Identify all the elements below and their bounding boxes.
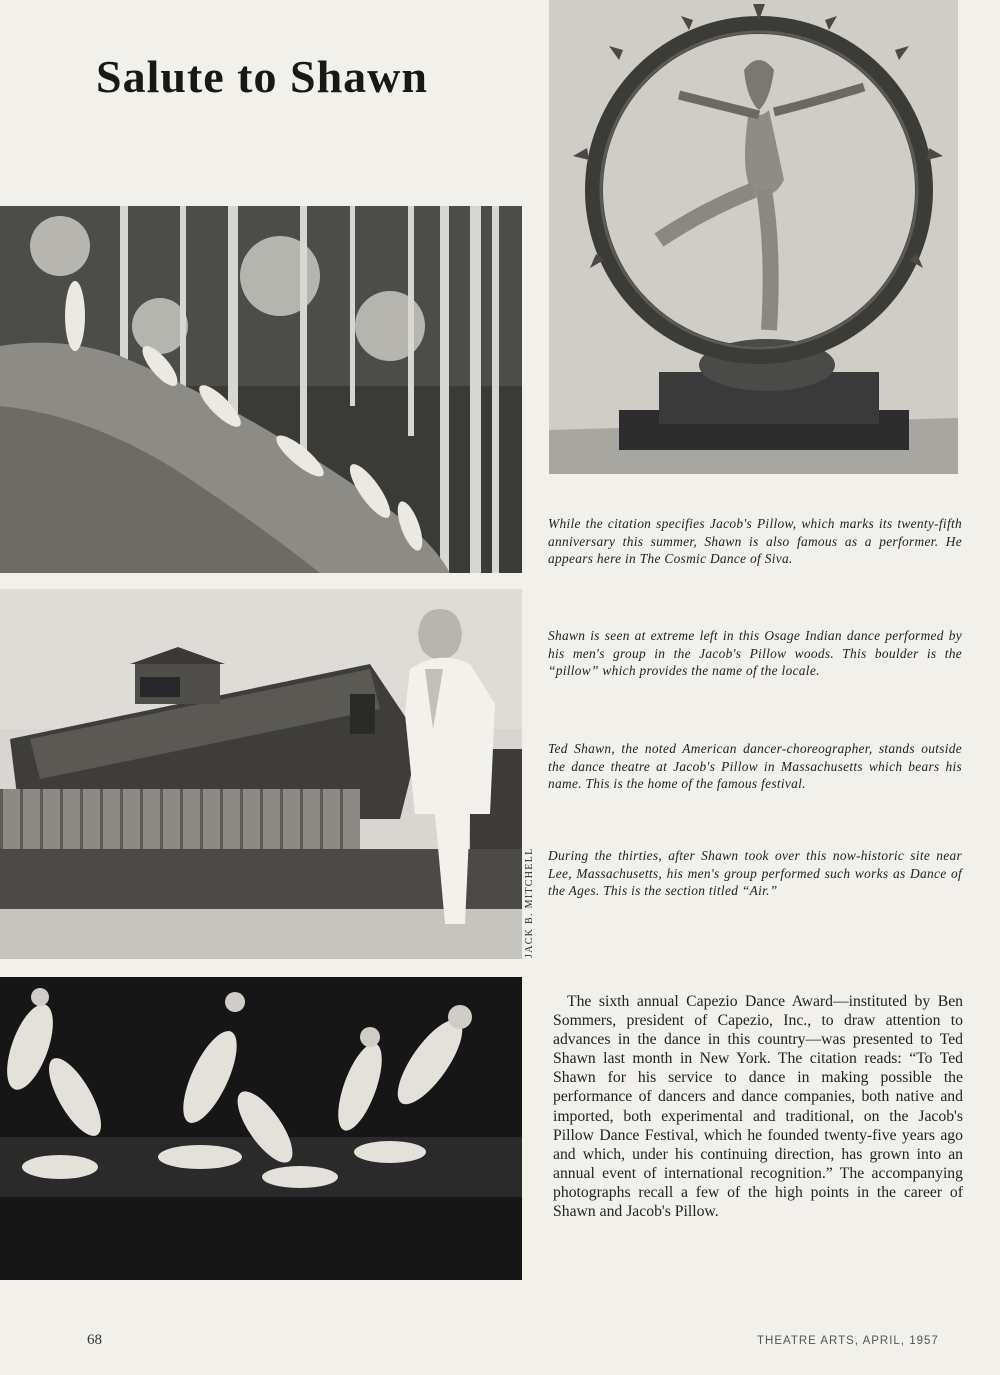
photo-osage-dance-boulder: [0, 206, 522, 573]
photo-siva-statue: [549, 0, 958, 474]
caption-dance-theatre: Ted Shawn, the noted American dancer-choreographer, stands outside the dance theatre at Jacob's Pillow in Massachusetts which bears his name. This is the home of the famous festival.: [548, 741, 962, 791]
caption-siva: While the citation specifies Jacob's Pillow, which marks its twenty-fifth anniversary this summer, Shawn is also famous as a performer. He appears here in The Cosmic Dance of Siva.: [548, 516, 962, 566]
photo-credit: JACK B. MITCHELL: [524, 847, 535, 958]
photo-dance-of-the-ages-air: [0, 977, 522, 1280]
caption-dance-of-the-ages: During the thirties, after Shawn took over this now-historic site near Lee, Massachusetts, his men's group performed such works as Dance of the Ages. This is the section titled “Air.”: [548, 848, 962, 898]
photo-shawn-outside-theatre: [0, 589, 522, 959]
page-number: 68: [87, 1332, 102, 1348]
publication-footer: THEATRE ARTS, APRIL, 1957: [757, 1335, 939, 1347]
article-body: The sixth annual Capezio Dance Award—instituted by Ben Sommers, president of Capezio, Inc., to draw attention to advances in the dance in this country—was presented to Ted Shawn last month in New York. The citation reads: “To Ted Shawn for his service to dance in making possible the performance of dancers and dance companies, both native and imported, both experimental and traditional, on the Jacob's Pillow Dance Festival, which he founded twenty-five years ago and which, under his continuing direction, has grown into an annual event of international recognition.” The accompanying photographs recall a few of the high points in the career of Shawn and Jacob's Pillow.: [553, 993, 963, 1221]
caption-osage-dance: Shawn is seen at extreme left in this Osage Indian dance performed by his men's group in the Jacob's Pillow woods. This boulder is the “pillow” which provides the name of the locale.: [548, 628, 962, 678]
headline: Salute to Shawn: [96, 51, 428, 102]
